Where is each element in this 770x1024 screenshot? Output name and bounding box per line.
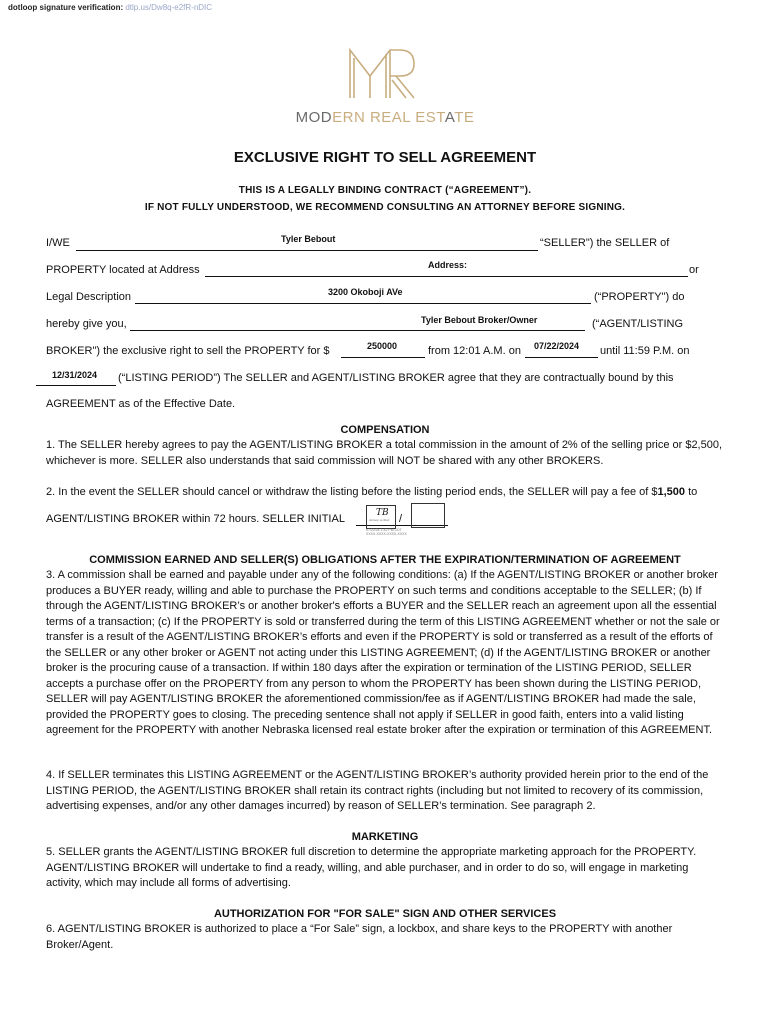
broker-line: [130, 330, 585, 331]
brand-name: MODERN REAL ESTATE: [295, 109, 475, 126]
initials-signature: TB: [376, 508, 389, 518]
or-label: or: [689, 264, 699, 276]
end-date-line: [36, 385, 116, 386]
paragraph-4: 4. If SELLER terminates this LISTING AGREEMENT or the AGENT/LISTING BROKER’s authority provided herein prior to the end of the LISTING PERIOD, the AGENT/LISTING BROKER shall retain its contract rights (including but not limited to recovery of its commission, advertising expenses, and/or any other damages incurred) by reason of SELLER’s termination. See paragraph 2.: [46, 769, 709, 812]
seller-initial-box-2[interactable]: [411, 503, 445, 528]
seller-initial-label: AGENT/LISTING BROKER within 72 hours. SELLER INITIAL: [46, 513, 345, 525]
price-field[interactable]: 250000: [367, 341, 398, 351]
compensation-heading: COMPENSATION: [340, 424, 430, 436]
paragraph-2-part-a: 2. In the event the SELLER should cancel or withdraw the listing before the listing period ends, the SELLER will pay a fee of $1,500 to: [46, 486, 698, 498]
listing-period-text: (“LISTING PERIOD”) The SELLER and AGENT/LISTING BROKER agree that they are contractually bound by this: [118, 372, 674, 384]
broker-field[interactable]: Tyler Bebout Broker/Owner: [421, 315, 538, 325]
hereby-label: hereby give you,: [46, 318, 127, 330]
cancellation-fee: 1,500: [657, 486, 686, 498]
address-line: [205, 276, 688, 277]
initial-slash: /: [399, 513, 403, 525]
legal-description-label: Legal Description: [46, 291, 131, 303]
price-line: [341, 357, 425, 358]
seller-suffix: “SELLER") the SELLER of: [540, 237, 670, 249]
seller-name-field[interactable]: Tyler Bebout: [281, 234, 336, 244]
paragraph-5: 5. SELLER grants the AGENT/LISTING BROKER full discretion to determine the appropriate marketing approach for the PROPERTY. AGENT/LISTING BROKER will undertake to find a ready, willing, and able purchaser, and in order to do so, will engage in marketing activity, which may include all forms of advertising.: [46, 846, 697, 889]
marketing-heading: MARKETING: [351, 831, 419, 843]
initial-timestamp: 07/22/24 1:42 PM CDT XXXX-XXXX-XXXX-XXXX: [366, 528, 407, 536]
paragraph-6: 6. AGENT/LISTING BROKER is authorized to place a “For Sale” sign, a lockbox, and share keys to the PROPERTY with another Broker/Agent.: [46, 923, 673, 951]
paragraph-1: 1. The SELLER hereby agrees to pay the AGENT/LISTING BROKER a total commission in the amount of 2% of the selling price or $2,500, whichever is more. SELLER also understands that said commission will NOT be shared with any other BROKERS.: [46, 439, 723, 467]
document-title: EXCLUSIVE RIGHT TO SELL AGREEMENT: [233, 149, 537, 166]
agent-listing-label: (“AGENT/LISTING: [592, 318, 684, 330]
until-text: until 11:59 P.M. on: [600, 345, 690, 357]
dotloop-stamp: dotloop verified: [369, 518, 390, 522]
iwe-label: I/WE: [46, 237, 70, 249]
verification-label: dotloop signature verification:: [8, 3, 124, 12]
legal-description-line: [135, 303, 591, 304]
authorization-heading: AUTHORIZATION FOR "FOR SALE" SIGN AND OTHER SERVICES: [213, 908, 557, 920]
dotloop-verification: [8, 3, 212, 12]
start-date-field[interactable]: 07/22/2024: [534, 341, 580, 351]
seller-name-line: [76, 250, 538, 251]
legal-description-field[interactable]: 3200 Okoboji AVe: [328, 287, 403, 297]
start-date-line: [525, 357, 598, 358]
binding-notice: THIS IS A LEGALLY BINDING CONTRACT (“AGREEMENT”).: [238, 185, 532, 196]
attorney-notice: IF NOT FULLY UNDERSTOOD, WE RECOMMEND CONSULTING AN ATTORNEY BEFORE SIGNING.: [144, 202, 626, 213]
seller-initial-box-1[interactable]: [366, 505, 396, 529]
address-field[interactable]: Address:: [428, 260, 468, 270]
property-do-label: (“PROPERTY") do: [594, 291, 685, 303]
property-located-label: PROPERTY located at Address: [46, 264, 200, 276]
end-date-field[interactable]: 12/31/2024: [52, 370, 98, 380]
broker-exclusive-text: BROKER") the exclusive right to sell the PROPERTY for $: [46, 345, 330, 357]
verification-link[interactable]: dtlp.us/Dw8q-e2fR-nDIC: [125, 3, 213, 12]
effective-date-text: AGREEMENT as of the Effective Date.: [46, 398, 236, 410]
commission-earned-heading: COMMISSION EARNED AND SELLER(S) OBLIGATIONS AFTER THE EXPIRATION/TERMINATION OF AGREEMENT: [89, 554, 681, 566]
paragraph-3: 3. A commission shall be earned and payable under any of the following conditions: (a) If the AGENT/LISTING BROKER or another broker produces a BUYER ready, willing and able to purchase the PROPERTY on such terms and conditions acceptable to the SELLER; (b) If through the AGENT/LISTING BROKER’s or another broker's efforts a BUYER and the SELLER reach an agreement upon all the essential terms of a transaction; (c) If the PROPERTY is sold or transferred during the term of this LISTING AGREEMENT whether or not the sale or transfer is a result of the AGENT/LISTING BROKER’s efforts and even if the PROPERTY is sold or transferred as a result of the efforts of the SELLER or any other broker or AGENT not acting under this LISTING AGREEMENT; (d) If the AGENT/LISTING BROKER or another broker is the procuring cause of a transaction. If within 180 days after the expiration or termination of the LISTING PERIOD, SELLER accepts a purchase offer on the PROPERTY from any person to whom the PROPERTY has been shown during the LISTING PERIOD, SELLER will pay AGENT/LISTING BROKER the aforementioned commission/fee as if AGENT/LISTING BROKER had made the sale, provided the PROPERTY goes to closing. The preceding sentence shall not apply if SELLER in good faith, enters into a valid listing agreement for the PROPERTY with another Nebraska licensed real estate broker after the expiration or termination of this AGREEMENT.: [46, 569, 720, 736]
from-text: from 12:01 A.M. on: [428, 345, 521, 357]
company-logo-icon: [346, 46, 418, 100]
